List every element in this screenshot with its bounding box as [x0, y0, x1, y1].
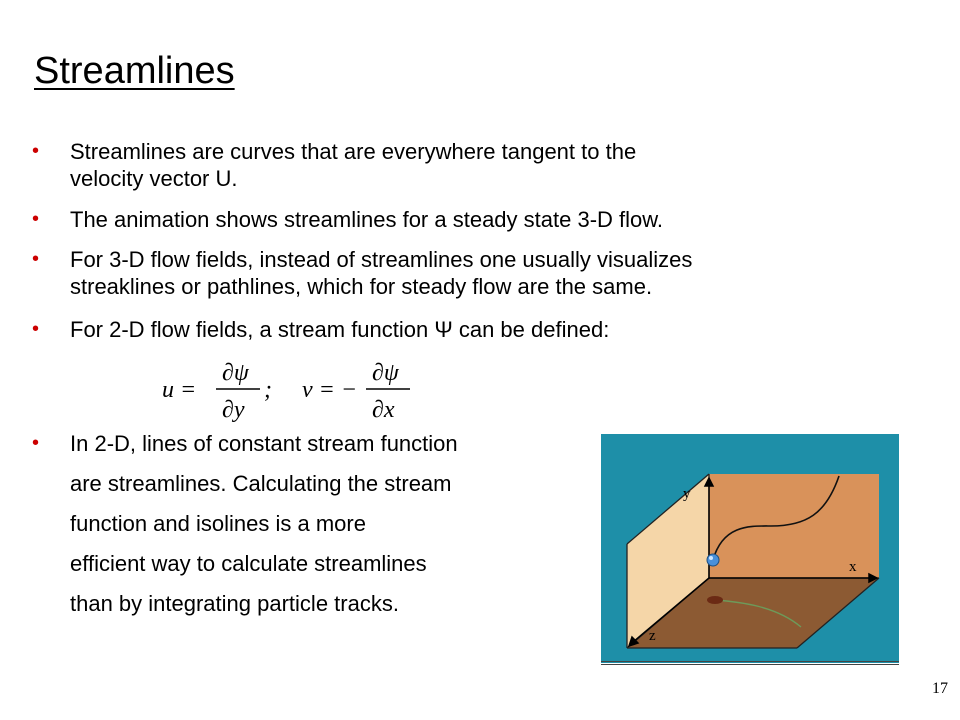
bullet-dot: • — [32, 140, 40, 162]
particle-shadow — [707, 596, 723, 604]
figure-underline — [601, 661, 899, 665]
eq-u-denominator: ∂y — [222, 397, 245, 423]
bullet-text: Streamlines are curves that are everywhere tangent to the — [70, 139, 637, 164]
particle-sphere — [707, 554, 719, 566]
eq-v-numerator: ∂ψ — [372, 360, 399, 386]
bullet-text: In 2-D, lines of constant stream function — [70, 431, 458, 456]
eq-u-lhs: u = — [162, 377, 197, 403]
stream-function-equation — [160, 355, 420, 425]
bullet-item — [32, 138, 912, 192]
eq-separator: ; — [264, 377, 272, 403]
bullet-continuation: are streamlines. Calculating the stream — [70, 471, 452, 496]
particle-highlight — [709, 556, 713, 560]
bullet-dot: • — [32, 318, 40, 340]
bullet-continuation: than by integrating particle tracks. — [70, 591, 399, 616]
bullet-item — [32, 246, 912, 300]
bullet-text: For 2-D flow fields, a stream function Ψ can be defined: — [70, 317, 610, 342]
streamline-3d-figure — [601, 434, 899, 663]
bullet-dot: • — [32, 208, 40, 230]
bullet-item — [32, 316, 912, 343]
bullet-continuation: function and isolines is a more — [70, 511, 366, 536]
axis-label-y: y — [683, 486, 691, 502]
eq-u-numerator: ∂ψ — [222, 360, 249, 386]
bullet-text: For 3-D flow fields, instead of streamlines one usually visualizes — [70, 247, 693, 272]
eq-v-denominator: ∂x — [372, 397, 395, 423]
page-number: 17 — [932, 680, 948, 697]
axis-label-x: x — [849, 559, 857, 575]
bullet-text: streaklines or pathlines, which for steady flow are the same. — [70, 274, 653, 299]
bullet-item — [32, 206, 912, 233]
bullet-dot: • — [32, 432, 40, 454]
bullet-text: velocity vector U. — [70, 166, 238, 191]
slide-title: Streamlines — [34, 50, 235, 92]
eq-v-lhs: v = − — [302, 377, 358, 403]
bullet-text: The animation shows streamlines for a steady state 3-D flow. — [70, 207, 664, 232]
bullet-continuation: efficient way to calculate streamlines — [70, 551, 427, 576]
bullet-dot: • — [32, 248, 40, 270]
axis-label-z: z — [649, 628, 656, 644]
